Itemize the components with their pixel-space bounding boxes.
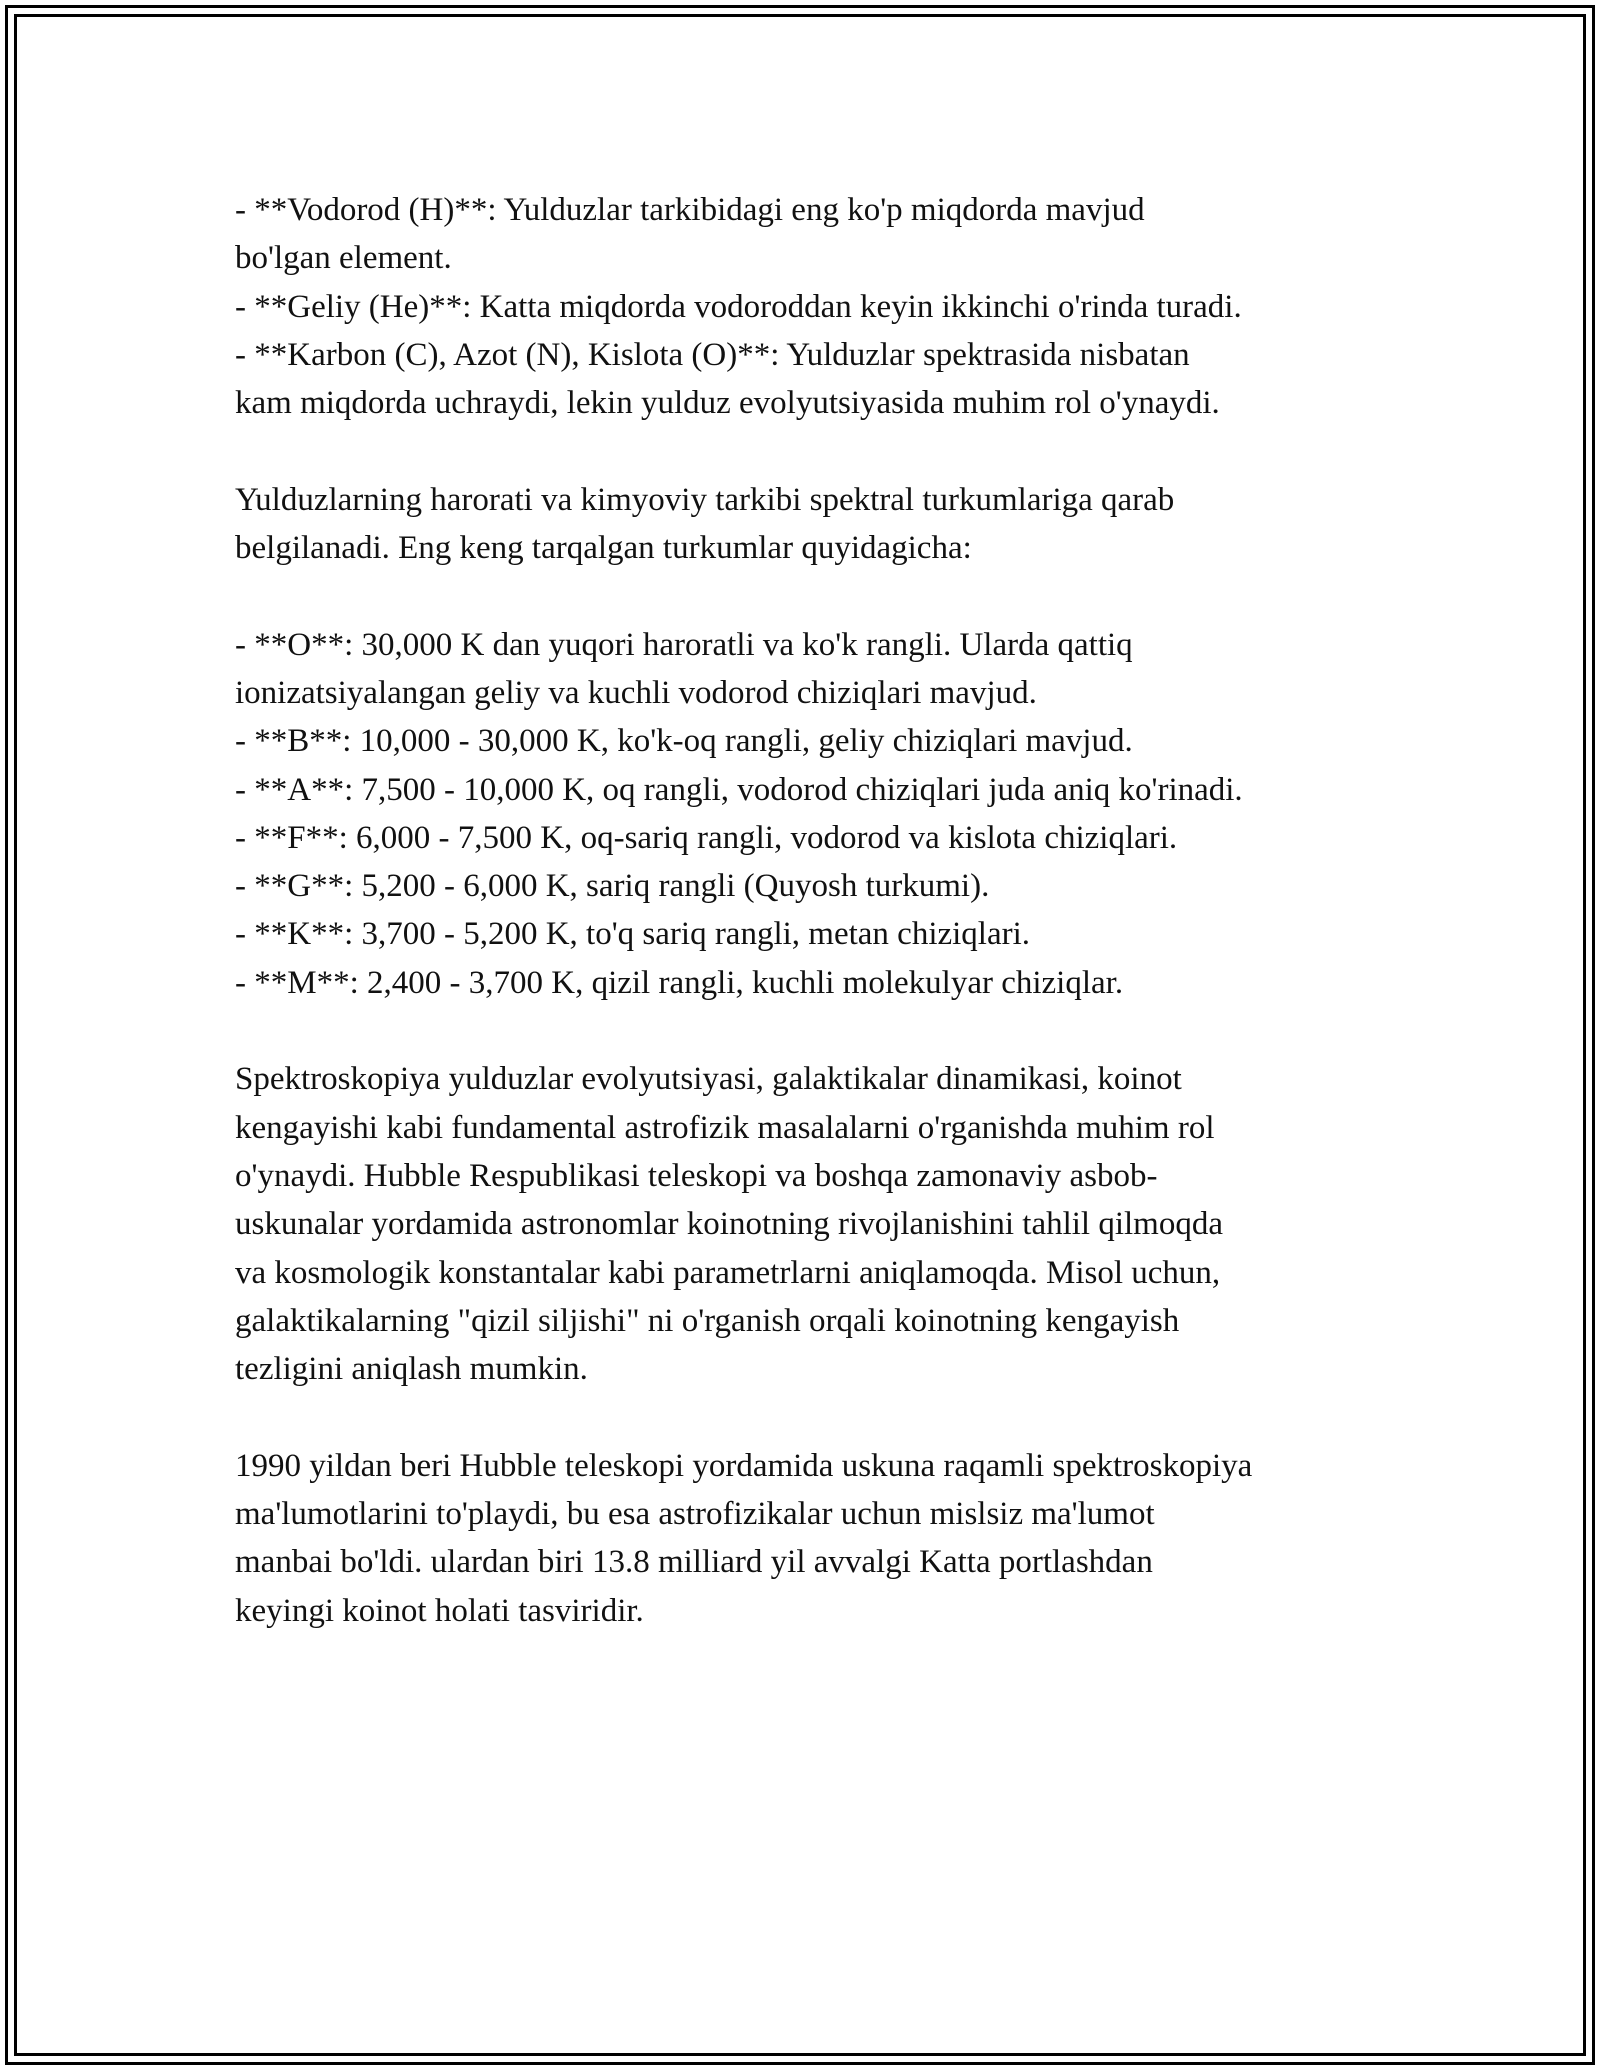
list-item: - **K**: 3,700 - 5,200 K, to'q sariq rangli, metan chiziqlari. bbox=[235, 916, 1031, 953]
paragraph-line: ma'lumotlarini to'playdi, bu esa astrofizikalar uchun mislsiz ma'lumot bbox=[235, 1496, 1155, 1533]
list-item-continuation: ionizatsiyalangan geliy va kuchli vodorod chiziqlari mavjud. bbox=[235, 674, 1037, 711]
spectral-intro-paragraph bbox=[235, 476, 1375, 573]
list-item: - **A**: 7,500 - 10,000 K, oq rangli, vodorod chiziqlari juda aniq ko'rinadi. bbox=[235, 771, 1243, 808]
list-item-continuation: kam miqdorda uchraydi, lekin yulduz evolyutsiyasida muhim rol o'ynaydi. bbox=[235, 385, 1220, 422]
paragraph-line: keyingi koinot holati tasviridir. bbox=[235, 1592, 644, 1629]
paragraph-line: manbai bo'ldi. ulardan biri 13.8 milliard yil avvalgi Katta portlashdan bbox=[235, 1544, 1153, 1581]
paragraph-line: o'ynaydi. Hubble Respublikasi teleskopi va boshqa zamonaviy asbob- bbox=[235, 1157, 1158, 1194]
spectral-classes-list bbox=[235, 621, 1375, 1007]
list-item-continuation: bo'lgan element. bbox=[235, 240, 452, 277]
spectroscopy-paragraph bbox=[235, 1055, 1375, 1393]
paragraph-line: 1990 yildan beri Hubble teleskopi yordamida uskuna raqamli spektroskopiya bbox=[235, 1447, 1253, 1484]
paragraph-gap bbox=[235, 1393, 1375, 1441]
paragraph-gap bbox=[235, 427, 1375, 475]
document-body bbox=[235, 186, 1375, 1635]
paragraph-line: Spektroskopiya yulduzlar evolyutsiyasi, galaktikalar dinamikasi, koinot bbox=[235, 1061, 1182, 1098]
list-item: - **B**: 10,000 - 30,000 K, ko'k-oq rangli, geliy chiziqlari mavjud. bbox=[235, 723, 1133, 760]
list-item: - **Karbon (C), Azot (N), Kislota (O)**: Yulduzlar spektrasida nisbatan bbox=[235, 336, 1190, 373]
paragraph-gap bbox=[235, 572, 1375, 620]
paragraph-gap bbox=[235, 1007, 1375, 1055]
paragraph-line: tezligini aniqlash mumkin. bbox=[235, 1351, 588, 1388]
list-item: - **Geliy (He)**: Katta miqdorda vodoroddan keyin ikkinchi o'rinda turadi. bbox=[235, 288, 1242, 325]
paragraph-line: belgilanadi. Eng keng tarqalgan turkumlar quyidagicha: bbox=[235, 530, 972, 567]
paragraph-line: va kosmologik konstantalar kabi parametrlarni aniqlamoqda. Misol uchun, bbox=[235, 1254, 1221, 1291]
paragraph-line: Yulduzlarning harorati va kimyoviy tarkibi spektral turkumlariga qarab bbox=[235, 481, 1175, 518]
list-item: - **Vodorod (H)**: Yulduzlar tarkibidagi eng ko'p miqdorda mavjud bbox=[235, 192, 1145, 228]
list-item: - **F**: 6,000 - 7,500 K, oq-sariq rangli, vodorod va kislota chiziqlari. bbox=[235, 819, 1178, 856]
paragraph-line: uskunalar yordamida astronomlar koinotning rivojlanishini tahlil qilmoqda bbox=[235, 1206, 1224, 1243]
elements-list bbox=[235, 186, 1375, 427]
list-item: - **O**: 30,000 K dan yuqori haroratli va ko'k rangli. Ularda qattiq bbox=[235, 626, 1133, 663]
hubble-paragraph bbox=[235, 1442, 1375, 1635]
paragraph-line: kengayishi kabi fundamental astrofizik masalalarni o'rganishda muhim rol bbox=[235, 1109, 1215, 1146]
paragraph-line: galaktikalarning "qizil siljishi" ni o'rganish orqali koinotning kengayish bbox=[235, 1302, 1180, 1339]
list-item: - **G**: 5,200 - 6,000 K, sariq rangli (Quyosh turkumi). bbox=[235, 868, 990, 905]
list-item: - **M**: 2,400 - 3,700 K, qizil rangli, kuchli molekulyar chiziqlar. bbox=[235, 964, 1124, 1001]
